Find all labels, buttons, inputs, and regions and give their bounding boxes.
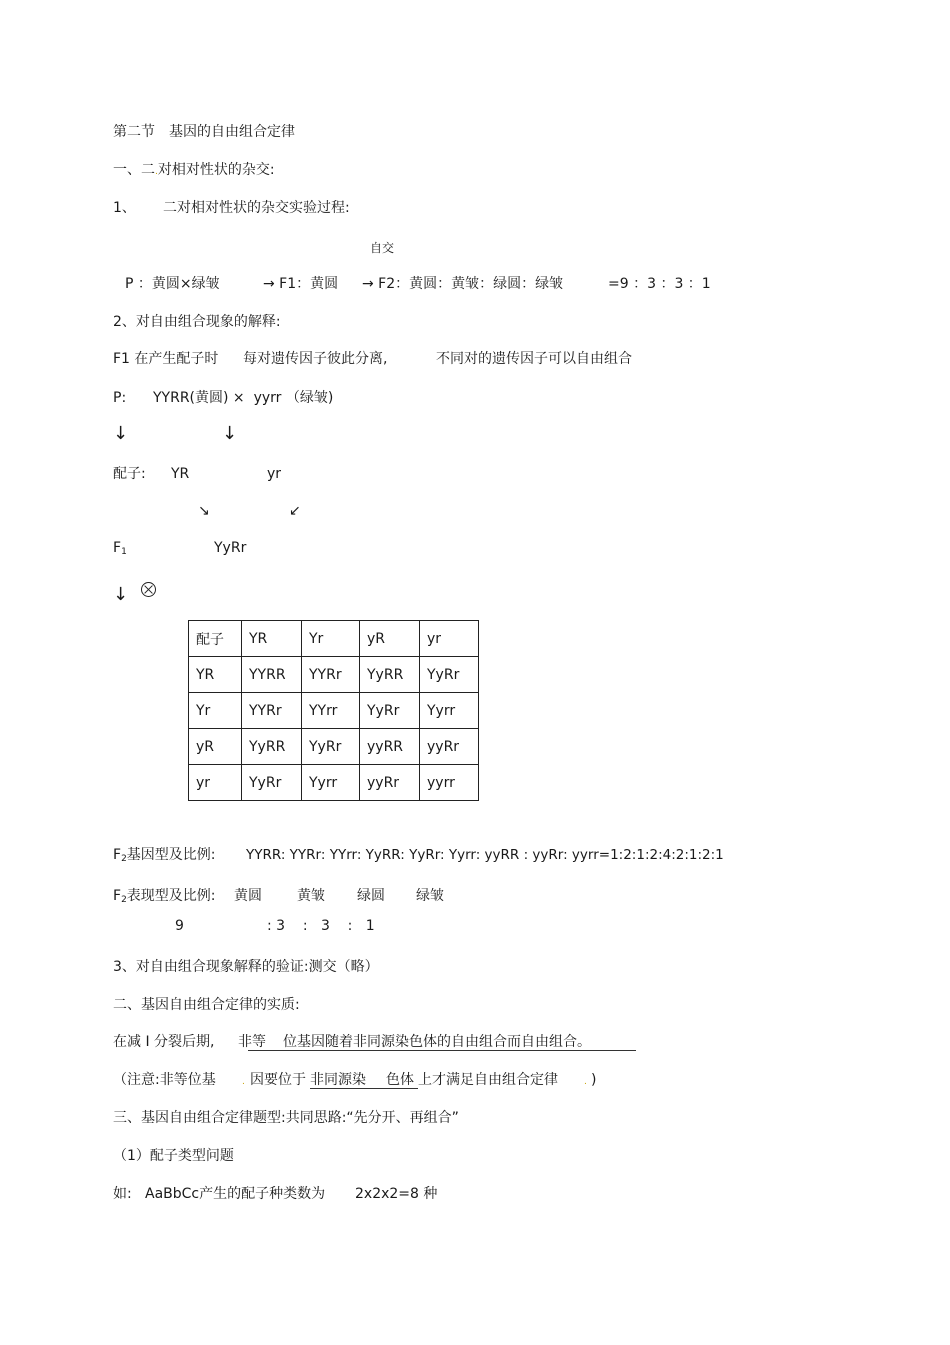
down-arrow: ↓ (222, 423, 238, 444)
f1-genotype: YyRr (214, 540, 247, 556)
table-cell: YYRr (242, 693, 302, 729)
note-part-4: 色体 (386, 1072, 414, 1088)
down-arrow: ↓ (113, 423, 129, 444)
table-cell: Yr (302, 621, 360, 657)
f1-letter: F (113, 540, 122, 556)
table-cell: YyRr (360, 693, 420, 729)
parent-label: P: (113, 390, 127, 406)
ratio-nine: 9 (175, 918, 184, 934)
phenotype-yellow-round: 黄圆 (234, 888, 262, 904)
table-cell: yR (189, 729, 242, 765)
table-cell: yR (360, 621, 420, 657)
table-cell: Yyrr (420, 693, 479, 729)
table-cell: YyRR (242, 729, 302, 765)
note-part-1: （注意:非等位基 (113, 1072, 216, 1088)
phenotype-yellow-wrinkled: 黄皱 (297, 888, 325, 904)
table-cell: YyRr (242, 765, 302, 801)
f2-genotype-label (113, 845, 216, 869)
page-title: 第二节 基因的自由组合定律 (113, 124, 295, 140)
essence-part-3: 位基因随着非同源染色体的自由组合而自由组合。 (283, 1034, 591, 1050)
table-cell: yyRR (360, 729, 420, 765)
item-3-heading: 3、对自由组合现象解释的验证:测交（略） (113, 959, 379, 975)
table-cell: yyrr (420, 765, 479, 801)
table-cell: YYRR (242, 657, 302, 693)
example-text: AaBbCc产生的配子种类数为 (145, 1186, 326, 1202)
table-cell: 配子 (189, 621, 242, 657)
phenotype-green-round: 绿圆 (357, 888, 385, 904)
table-cell: yyRr (420, 729, 479, 765)
item-2-heading: 2、对自由组合现象的解释: (113, 314, 281, 330)
table-cell: Yr (189, 693, 242, 729)
f2-phenotype-caption: 表现型及比例: (126, 888, 216, 904)
essence-part-1: 在减 Ⅰ 分裂后期, (113, 1034, 215, 1050)
cross-p: P ：黄圆×绿皱 (125, 276, 220, 292)
section-1-prefix: 一、二 (113, 162, 155, 178)
table-cell: YyRr (302, 729, 360, 765)
table-cell: yr (420, 621, 479, 657)
essence-part-2: 非等 (238, 1034, 266, 1050)
f2-letter: F (113, 847, 122, 863)
gamete-yr-recessive: yr (267, 466, 282, 482)
gamete-label: 配子: (113, 466, 146, 482)
explanation-part-3: 不同对的遗传因子可以自由组合 (436, 351, 632, 367)
cross-f1: → F1：黄圆 (263, 276, 339, 292)
table-cell: yr (189, 765, 242, 801)
table-cell: Yyrr (302, 765, 360, 801)
section-1-heading (113, 160, 275, 182)
arrow-down-left: ↙ (289, 503, 301, 519)
table-row (189, 657, 479, 693)
table-row (189, 729, 479, 765)
mark-dot: . (242, 1077, 245, 1087)
mark-dot: . (584, 1077, 587, 1087)
cross-f2: → F2：黄圆：黄皱：绿圆：绿皱 (362, 276, 564, 292)
f2-phenotype-label (113, 886, 216, 910)
cross-ratio: =9 ：3 ：3 ：1 (608, 276, 711, 292)
mark-dot: . (155, 167, 158, 177)
table-cell: YyRR (360, 657, 420, 693)
f1-subscript: 1 (121, 547, 127, 557)
gamete-yr-dominant: YR (171, 466, 190, 482)
table-row (189, 621, 479, 657)
note-part-6: ) (591, 1072, 597, 1088)
phenotype-green-wrinkled: 绿皱 (416, 888, 444, 904)
underline (310, 1088, 418, 1089)
underline (248, 1050, 636, 1051)
table-cell: YYRr (302, 657, 360, 693)
arrow-down-right: ↘ (198, 503, 210, 519)
item-1-number: 1、 (113, 200, 136, 216)
f1-label (113, 538, 127, 562)
parent-cross: YYRR(黄圆) × yyrr （绿皱) (153, 390, 334, 406)
punnett-square (188, 620, 479, 801)
down-arrow: ↓ (113, 584, 129, 605)
table-cell: YR (189, 657, 242, 693)
table-row (189, 765, 479, 801)
table-cell: yyRr (360, 765, 420, 801)
question-1-heading: （1）配子类型问题 (113, 1148, 234, 1164)
f2-genotype-caption: 基因型及比例: (126, 847, 216, 863)
note-part-5: 上才满足自由组合定律 (418, 1072, 558, 1088)
explanation-part-1: F1 在产生配子时 (113, 351, 219, 367)
explanation-part-2: 每对遗传因子彼此分离, (243, 351, 388, 367)
section-2-heading: 二、基因自由组合定律的实质: (113, 997, 300, 1013)
example-answer: 2x2x2=8 种 (355, 1186, 438, 1202)
table-cell: YR (242, 621, 302, 657)
selfing-label: 自交 (370, 241, 395, 255)
section-1-suffix: 对相对性状的杂交: (157, 162, 275, 178)
table-cell: YYrr (302, 693, 360, 729)
example-prefix: 如: (113, 1186, 132, 1202)
item-1-text: 二对相对性状的杂交实验过程: (163, 200, 350, 216)
f2-subscript: 2 (121, 854, 127, 864)
table-row (189, 693, 479, 729)
f2-genotype-ratios: YYRR: YYRr: YYrr: YyRR: YyRr: Yyrr: yyRR : yyRr: yyrr=1:2:1:2:4:2:1:2:1 (246, 847, 724, 863)
section-3-heading: 三、基因自由组合定律题型:共同思路:“先分开、再组合” (113, 1110, 459, 1126)
ratio-rest: : 3 : 3 : 1 (267, 918, 375, 934)
f2-letter: F (113, 888, 122, 904)
note-part-3: 非同源染 (310, 1072, 366, 1088)
f2-subscript: 2 (121, 895, 127, 905)
note-part-2: 因要位于 (250, 1072, 306, 1088)
selfing-icon (141, 582, 156, 597)
table-cell: YyRr (420, 657, 479, 693)
